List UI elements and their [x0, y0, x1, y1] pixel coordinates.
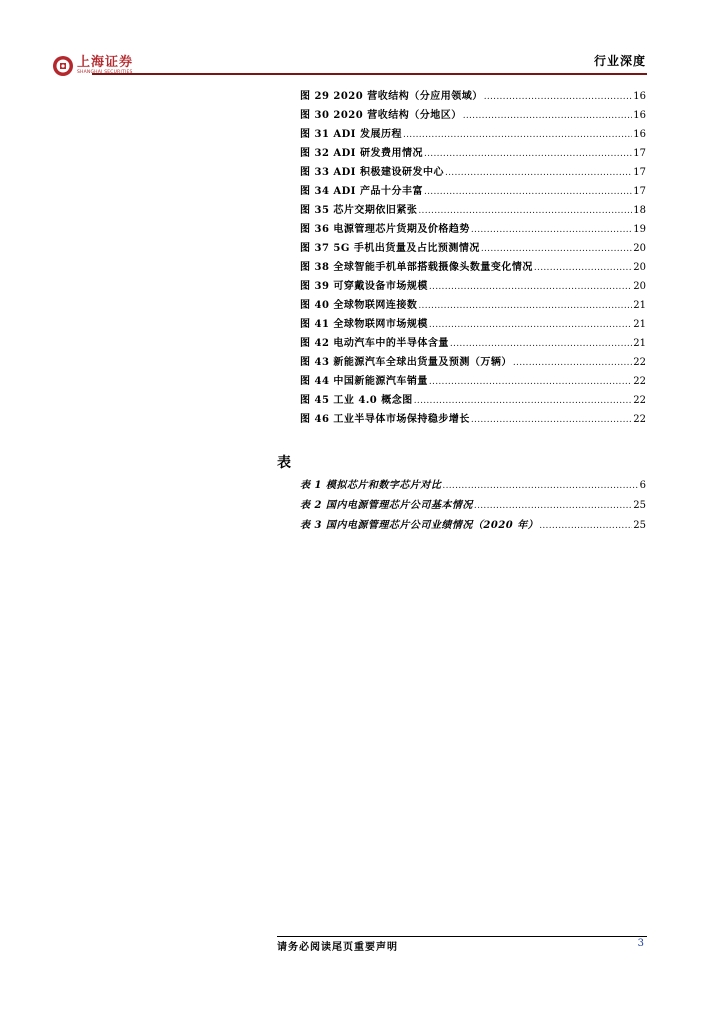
figure-toc-entry-page-number: 16 [633, 91, 646, 102]
table-toc-entry-page-number: 25 [633, 500, 646, 511]
dot-leader [539, 516, 632, 536]
figure-toc-entry-label: 图 41 全球物联网市场规模 [300, 319, 428, 330]
figure-toc-entry-page-number: 18 [633, 205, 646, 216]
figure-toc-entry[interactable] [300, 106, 646, 125]
dot-leader [403, 125, 632, 145]
figure-toc-entry-page-number: 22 [633, 357, 646, 368]
table-toc-entry[interactable] [300, 476, 646, 496]
figure-toc-entry-label: 图 30 2020 营收结构（分地区） [300, 110, 462, 121]
figure-toc-entry-page-number: 16 [633, 129, 646, 140]
figure-toc-entry-label: 图 33 ADI 积极建设研发中心 [300, 167, 444, 178]
dot-leader [429, 277, 632, 297]
figure-toc-entry-label: 图 32 ADI 研发费用情况 [300, 148, 423, 159]
figure-toc-entry[interactable] [300, 220, 646, 239]
figure-toc-entry-page-number: 22 [633, 414, 646, 425]
page-number: 3 [637, 938, 644, 949]
dot-leader [481, 239, 632, 259]
figure-toc-entry[interactable] [300, 353, 646, 372]
dot-leader [471, 220, 632, 240]
figure-toc-entry[interactable] [300, 201, 646, 220]
table-toc-entry-label: 表 1 模拟芯片和数字芯片对比 [300, 480, 442, 491]
figure-toc-entry-page-number: 20 [633, 243, 646, 254]
report-category-title: 行业深度 [593, 54, 646, 68]
figure-toc-entry-page-number: 22 [633, 376, 646, 387]
dot-leader [418, 201, 632, 221]
figure-toc-entry-label: 图 38 全球智能手机单部搭载摄像头数量变化情况 [300, 262, 533, 273]
dot-leader [424, 144, 632, 164]
figure-toc-entry-label: 图 40 全球物联网连接数 [300, 300, 418, 311]
figure-toc-entry-page-number: 20 [633, 281, 646, 292]
dot-leader [484, 87, 633, 107]
figure-toc-entry-label: 图 36 电源管理芯片货期及价格趋势 [300, 224, 470, 235]
figure-toc-entry[interactable] [300, 391, 646, 410]
page-header [46, 50, 650, 80]
figure-toc-entry[interactable] [300, 182, 646, 201]
figure-toc-entry-page-number: 21 [633, 319, 646, 330]
figure-toc-entry[interactable] [300, 239, 646, 258]
shanghai-securities-logo-icon [52, 55, 74, 77]
figure-toc-entry-page-number: 17 [633, 167, 646, 178]
dot-leader [429, 315, 632, 335]
dot-leader [471, 410, 632, 430]
figure-toc-entry-label: 图 34 ADI 产品十分丰富 [300, 186, 423, 197]
figure-toc-entry[interactable] [300, 258, 646, 277]
figure-toc-entry-page-number: 21 [633, 300, 646, 311]
figure-toc-entry-page-number: 16 [633, 110, 646, 121]
figure-toc-entry[interactable] [300, 144, 646, 163]
dot-leader [429, 372, 632, 392]
figure-toc-entry-label: 图 39 可穿戴设备市场规模 [300, 281, 428, 292]
figure-toc-entry[interactable] [300, 410, 646, 429]
logo-english-name: SHANGHAI SECURITIES [77, 70, 133, 75]
dot-leader [474, 496, 632, 516]
dot-leader [442, 476, 638, 496]
figure-toc-entry-label: 图 45 工业 4.0 概念图 [300, 395, 413, 406]
table-toc-entry[interactable] [300, 496, 646, 516]
table-toc-entry-page-number: 6 [639, 480, 646, 491]
figure-toc-entry-page-number: 22 [633, 395, 646, 406]
disclaimer-notice: 请务必阅读尾页重要声明 [277, 942, 398, 953]
dot-leader [463, 106, 633, 126]
header-divider [92, 73, 647, 75]
figure-toc-entry[interactable] [300, 372, 646, 391]
dot-leader [513, 353, 632, 373]
figure-toc-entry-page-number: 20 [633, 262, 646, 273]
figure-toc-entry[interactable] [300, 125, 646, 144]
figure-toc-entry-page-number: 21 [633, 338, 646, 349]
figure-toc-entry[interactable] [300, 163, 646, 182]
dot-leader [445, 163, 632, 183]
figure-toc-entry-label: 图 31 ADI 发展历程 [300, 129, 402, 140]
dot-leader [418, 296, 632, 316]
figure-toc-entry-label: 图 43 新能源汽车全球出货量及预测（万辆） [300, 357, 512, 368]
table-toc-entry[interactable] [300, 516, 646, 536]
dot-leader [414, 391, 633, 411]
figure-toc-entry-label: 图 42 电动汽车中的半导体含量 [300, 338, 449, 349]
figure-toc-entry-page-number: 19 [633, 224, 646, 235]
figure-toc-entry[interactable] [300, 334, 646, 353]
figure-toc-entry-page-number: 17 [633, 148, 646, 159]
tables-section-heading: 表 [277, 455, 291, 471]
figure-toc-entry-label: 图 37 5G 手机出货量及占比预测情况 [300, 243, 480, 254]
figure-toc-entry-label: 图 35 芯片交期依旧紧张 [300, 205, 418, 216]
logo-chinese-name: 上海证券 [77, 55, 134, 70]
figure-toc-entry[interactable] [300, 296, 646, 315]
figure-toc-entry[interactable] [300, 87, 646, 106]
dot-leader [534, 258, 632, 278]
figure-toc-entry-page-number: 17 [633, 186, 646, 197]
figure-toc-entry[interactable] [300, 315, 646, 334]
dot-leader [424, 182, 632, 202]
table-toc-entry-label: 表 3 国内电源管理芯片公司业绩情况（2020 年） [300, 520, 539, 531]
footer-divider [277, 936, 647, 937]
table-toc-entry-page-number: 25 [633, 520, 646, 531]
table-toc-entry-label: 表 2 国内电源管理芯片公司基本情况 [300, 500, 473, 511]
figure-toc-entry-label: 图 44 中国新能源汽车销量 [300, 376, 428, 387]
figure-toc-entry-label: 图 29 2020 营收结构（分应用领域） [300, 91, 483, 102]
figure-toc-entry[interactable] [300, 277, 646, 296]
dot-leader [450, 334, 632, 354]
figure-toc-entry-label: 图 46 工业半导体市场保持稳步增长 [300, 414, 470, 425]
tables-toc-list [300, 476, 646, 536]
figures-toc-list [300, 87, 646, 429]
